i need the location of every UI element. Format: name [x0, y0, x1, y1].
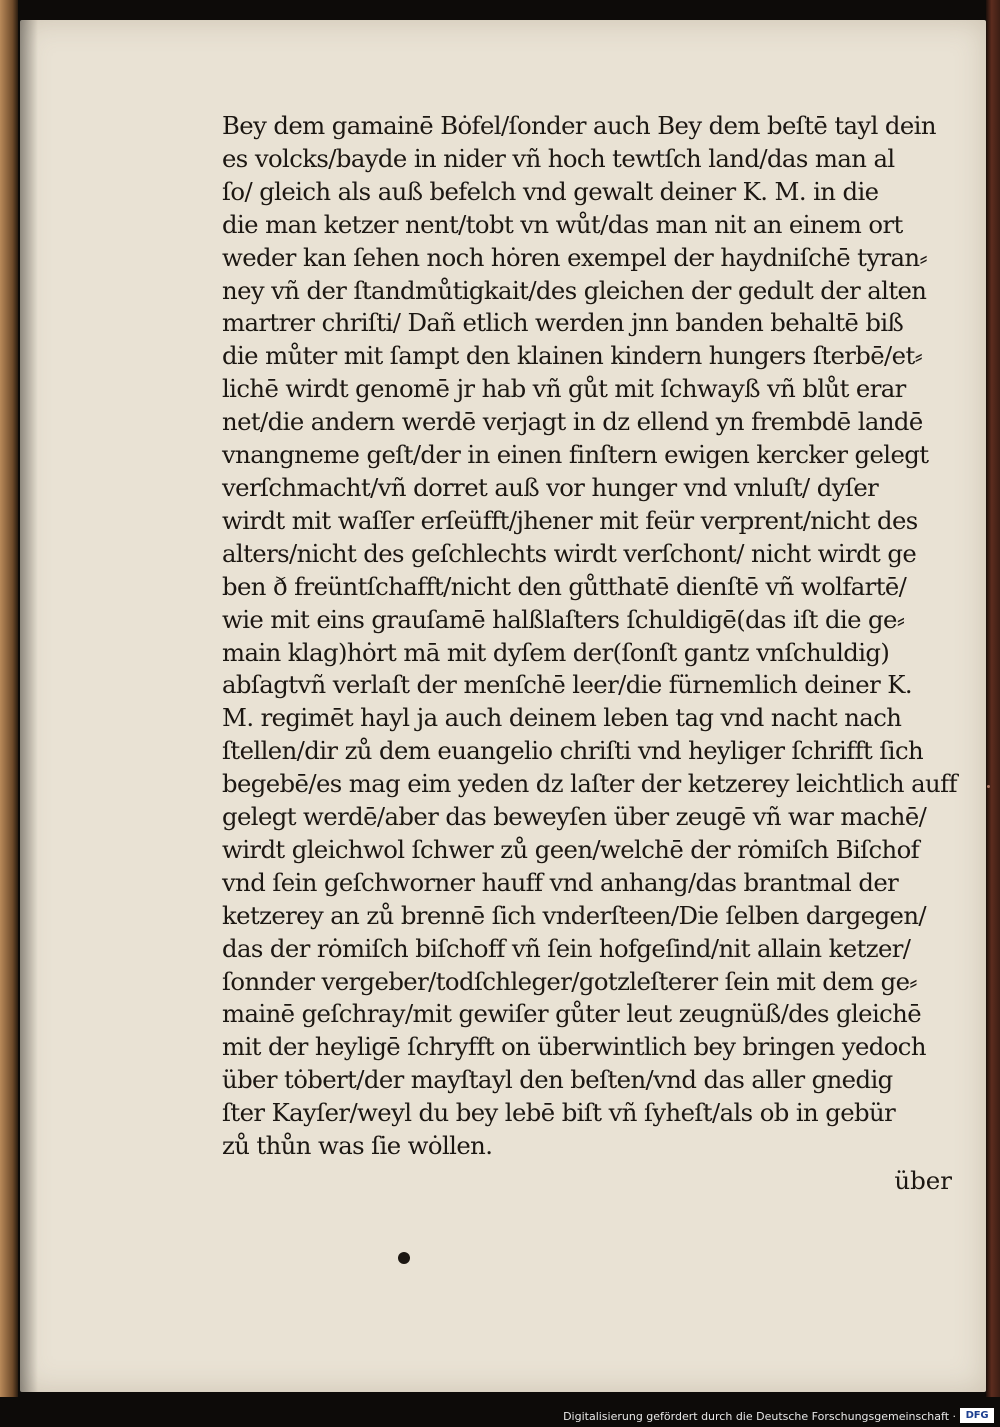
text-line: ſonnder vergeber/todſchleger/gotzleſterer ſein mit dem ge⸗ — [222, 966, 917, 996]
text-block — [222, 110, 962, 1163]
text-line: ſo/ gleich als auß befelch vnd gewalt deiner K. M. in die — [222, 176, 879, 206]
text-line: vnangneme geſt/der in einen finſtern ewigen kercker gelegt — [222, 440, 929, 470]
page-gutter-shadow — [20, 20, 38, 1392]
text-line: wirdt mit waſſer erſeüfft/jhener mit feür verprent/nicht des — [222, 505, 918, 535]
text-line: ſter Kayſer/weyl du bey lebē biſt vñ ſyheſt/als ob in gebür — [222, 1098, 896, 1128]
dfg-logo: DFG — [960, 1408, 994, 1423]
text-line: über tȯbert/der mayſtayl den beſten/vnd das aller gnedig — [222, 1065, 893, 1095]
text-line: verſchmacht/vñ dorret auß vor hunger vnd vnluſt/ dyſer — [222, 472, 879, 502]
text-line: M. regimēt hayl ja auch deinem leben tag vnd nacht nach — [222, 703, 902, 733]
text-line: ſtellen/dir zů dem euangelio chriſti vnd heyliger ſchrifft ſich — [222, 736, 924, 766]
text-line: martrer chriſti/ Dañ etlich werden jnn banden behaltē biß — [222, 308, 904, 338]
text-line: alters/nicht des geſchlechts wirdt verſchont/ nicht wirdt ge — [222, 538, 917, 568]
text-line: das der rȯmiſch biſchoff vñ ſein hofgeſind/nit allain ketzer/ — [222, 933, 911, 963]
text-line: vnd ſein geſchworner hauff vnd anhang/das brantmal der — [222, 867, 899, 897]
text-line: die man ketzer nent/tobt vn wůt/das man nit an einem ort — [222, 209, 903, 239]
funding-credit: Digitalisierung gefördert durch die Deutsche Forschungsgemeinschaft · — [563, 1410, 956, 1423]
text-line: die můter mit ſampt den klainen kindern hungers ſterbē/et⸗ — [222, 341, 923, 371]
text-line: wirdt gleichwol ſchwer zů geen/welchē der rȯmiſch Biſchof — [222, 834, 920, 864]
text-line: main klag)hȯrt mā mit dyſem der(ſonſt gantz vnſchuldig) — [222, 637, 890, 667]
text-line: ben ð freüntſchafft/nicht den gůtthatē dienſtē vñ wolfartē/ — [222, 571, 907, 601]
text-line: gelegt werdē/aber das beweyſen über zeugē vñ war machē/ — [222, 802, 927, 832]
text-line: ketzerey an zů brennē ſich vnderſteen/Die ſelben dargegen/ — [222, 900, 927, 930]
ink-dot — [398, 1252, 410, 1264]
text-line: abſagtvñ verlaſt der menſchē leer/die fürnemlich deiner K. — [222, 670, 913, 700]
text-line: mit der heyligē ſchryfft on überwintlich bey bringen yedoch — [222, 1032, 926, 1062]
text-line: ney vñ der ſtandmůtigkait/des gleichen der gedult der alten — [222, 275, 927, 305]
text-line: wie mit eins grauſamē halßlaſters ſchuldigē(das iſt die ge⸗ — [222, 604, 905, 634]
footer-bar — [0, 1397, 1000, 1427]
catchword: über — [894, 1166, 952, 1195]
text-line: lichē wirdt genomē jr hab vñ gůt mit ſchwayß vñ blůt erar — [222, 374, 906, 404]
text-line: es volcks/bayde in nider vñ hoch tewtſch land/das man al — [222, 143, 895, 173]
text-line: weder kan ſehen noch hȯren exempel der haydniſchē tyran⸗ — [222, 242, 927, 272]
book-right-edge — [986, 0, 1000, 1400]
text-line: zů thůn was ſie wȯllen. — [222, 1131, 493, 1161]
page-speck — [987, 785, 990, 788]
text-line: Bey dem gamainē Bȯfel/ſonder auch Bey dem beſtē tayl dein — [222, 111, 936, 140]
text-line: net/die andern werdē verjagt in dz ellend yn frembdē landē — [222, 407, 923, 437]
book-left-edge — [0, 0, 18, 1400]
text-line: mainē geſchray/mit gewiſer gůter leut zeugnüß/des gleichē — [222, 999, 922, 1029]
text-line: begebē/es mag eim yeden dz laſter der ketzerey leichtlich auff — [222, 769, 957, 799]
